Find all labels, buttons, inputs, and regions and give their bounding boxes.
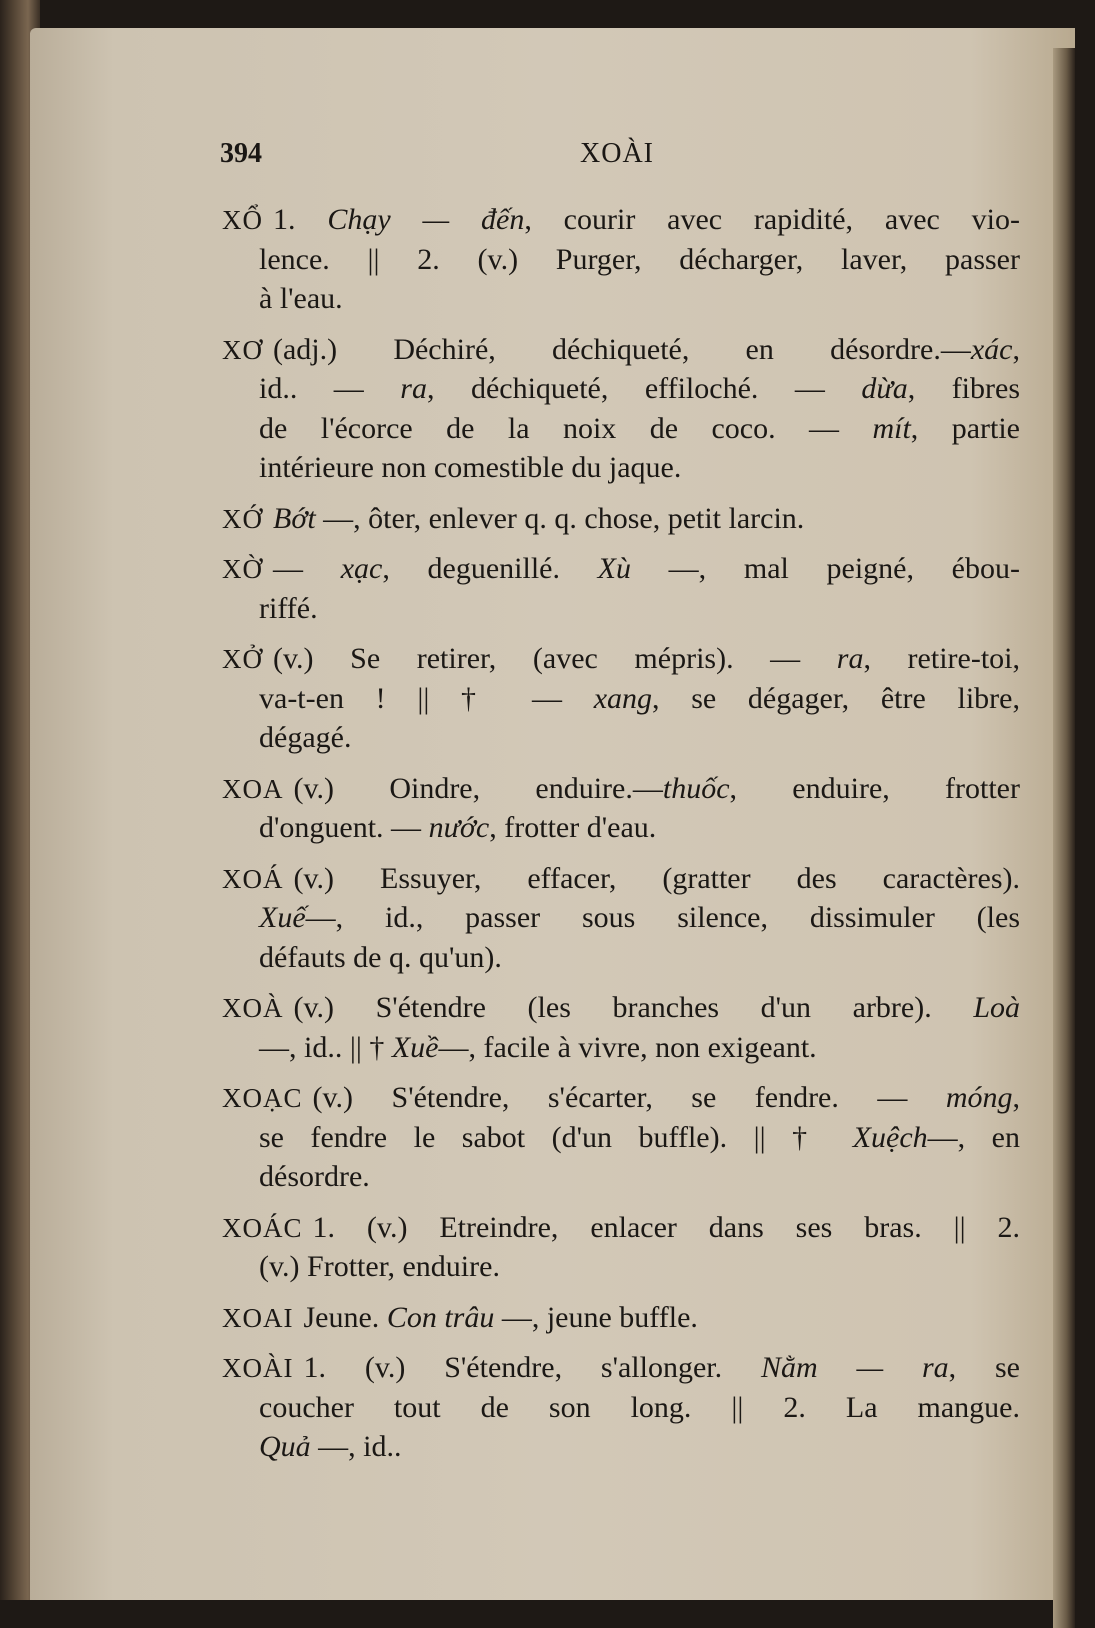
- entry-line: [222, 1247, 1020, 1287]
- definition-text: —: [273, 552, 341, 585]
- definition-text: —, id., passer sous silence, dissimuler (les: [305, 901, 1020, 934]
- definition-text: , déchiqueté, effiloché. —: [426, 372, 862, 405]
- definition-text: (v.) S'étendre (les branches d'un arbre).: [293, 991, 974, 1024]
- headword: XỚ: [222, 503, 263, 534]
- entry-line: [222, 1348, 1020, 1388]
- definition-text: 1. (v.) S'étendre, s'allonger.: [303, 1351, 761, 1384]
- definition-text: , se dégager, être libre,: [652, 681, 1020, 715]
- definition-text: défauts de q. qu'un).: [259, 940, 502, 974]
- page-right-edge: [1053, 48, 1075, 1628]
- headword: XOÀ: [222, 993, 284, 1023]
- definition-text: , se: [948, 1351, 1020, 1384]
- definition-text: —, facile à vivre, non exigeant.: [438, 1030, 817, 1064]
- headword: XƠ: [222, 334, 263, 365]
- entry-line: [222, 1298, 1020, 1338]
- definition-text: lence. || 2. (v.) Purger, décharger, laver, passer: [259, 242, 1020, 276]
- definition-text: intérieure non comestible du jaque.: [259, 451, 682, 484]
- definition-text: à l'eau.: [259, 282, 343, 315]
- entry-line: [222, 718, 1020, 758]
- headword: XOA: [222, 773, 284, 804]
- entry-line: [222, 200, 1020, 240]
- definition-text: 1. (v.) Etreindre, enlacer dans ses bras. || 2.: [312, 1210, 1020, 1244]
- vietnamese-phrase: Nằm — ra: [760, 1351, 949, 1384]
- definition-text: , retire-toi,: [863, 642, 1020, 675]
- dictionary-entry: [222, 988, 1020, 1067]
- entry-line: [222, 769, 1020, 809]
- definition-text: , deguenillé.: [382, 552, 598, 585]
- definition-text: id.. —: [259, 372, 401, 405]
- vietnamese-phrase: Xuế: [259, 901, 306, 934]
- definition-text: d'onguent. —: [259, 811, 429, 844]
- definition-text: ,: [1012, 1081, 1020, 1114]
- entry-line: [222, 589, 1020, 629]
- headword: XOAI: [222, 1302, 294, 1333]
- headword: XỜ: [222, 554, 263, 584]
- vietnamese-phrase: ra: [400, 372, 427, 405]
- page-number: 394: [220, 138, 262, 169]
- entry-line: [222, 859, 1020, 899]
- definition-text: se fendre le sabot (d'un buffle). || †: [259, 1120, 853, 1154]
- entry-line: [222, 1427, 1020, 1467]
- entry-line: [222, 1208, 1020, 1248]
- vietnamese-phrase: Xuề: [391, 1030, 439, 1064]
- entry-line: [222, 808, 1020, 848]
- entry-line: [222, 1388, 1020, 1428]
- definition-text: , partie: [910, 411, 1020, 445]
- definition-text: coucher tout de son long. || 2. La mangue.: [259, 1390, 1020, 1424]
- vietnamese-phrase: xác: [970, 332, 1013, 366]
- definition-text: —, en: [927, 1120, 1020, 1154]
- entry-line: [222, 988, 1020, 1028]
- headword: XOÀI: [222, 1353, 294, 1383]
- dictionary-entries: [222, 200, 1020, 1478]
- dictionary-entry: [222, 859, 1020, 978]
- definition-text: (v.) Essuyer, effacer, (gratter des caractères).: [293, 861, 1020, 895]
- definition-text: , courir avec rapidité, avec vio-: [524, 203, 1020, 236]
- entry-line: [222, 240, 1020, 280]
- vietnamese-phrase: nước: [428, 811, 490, 844]
- headword: XỞ: [222, 644, 263, 674]
- running-head: XOÀI: [580, 138, 654, 169]
- entry-line: [222, 1118, 1020, 1158]
- entry-line: [222, 549, 1020, 589]
- dictionary-entry: [222, 549, 1020, 628]
- entry-line: [222, 898, 1020, 938]
- entry-line: [222, 938, 1020, 978]
- dictionary-entry: [222, 1298, 1020, 1338]
- definition-text: de l'écorce de la noix de coco. —: [259, 411, 873, 445]
- vietnamese-phrase: dừa: [861, 372, 908, 405]
- vietnamese-phrase: Chạy — đến: [327, 203, 525, 236]
- definition-text: —, jeune buffle.: [494, 1300, 698, 1334]
- definition-text: (adj.) Déchiré, déchiqueté, en désordre.—: [273, 332, 971, 366]
- definition-text: —, ôter, enlever q. q. chose, petit larcin.: [315, 501, 805, 535]
- definition-text: (v.) Frotter, enduire.: [259, 1250, 500, 1283]
- definition-text: ,: [1012, 332, 1020, 366]
- definition-text: désordre.: [259, 1160, 370, 1193]
- definition-text: —, id..: [310, 1430, 402, 1463]
- vietnamese-phrase: thuốc: [662, 771, 730, 805]
- headword: XOÁC: [222, 1212, 303, 1243]
- vietnamese-phrase: Bớt: [273, 501, 316, 535]
- vietnamese-phrase: Con trâu: [386, 1300, 495, 1334]
- dictionary-entry: [222, 330, 1020, 488]
- headword: XOÁ: [222, 863, 284, 894]
- vietnamese-phrase: xạc: [340, 552, 383, 585]
- definition-text: (v.) S'étendre, s'écarter, se fendre. —: [312, 1081, 946, 1114]
- vietnamese-phrase: móng: [945, 1081, 1013, 1114]
- vietnamese-phrase: Loà: [973, 991, 1020, 1024]
- dictionary-entry: [222, 200, 1020, 319]
- headword: XỔ: [222, 205, 263, 235]
- vietnamese-phrase: Xuệch: [852, 1120, 928, 1154]
- entry-line: [222, 639, 1020, 679]
- definition-text: dégagé.: [259, 721, 352, 754]
- vietnamese-phrase: xang: [593, 681, 653, 715]
- definition-text: , enduire, frotter: [729, 771, 1020, 805]
- definition-text: —, mal peigné, ébou-: [630, 552, 1020, 585]
- vietnamese-phrase: ra: [836, 642, 864, 675]
- vietnamese-phrase: mít: [872, 411, 911, 445]
- entry-line: [222, 1157, 1020, 1197]
- dictionary-entry: [222, 1208, 1020, 1287]
- definition-text: —, id.. || †: [259, 1030, 392, 1064]
- dictionary-entry: [222, 769, 1020, 848]
- definition-text: , fibres: [907, 372, 1020, 405]
- definition-text: , frotter d'eau.: [489, 811, 657, 844]
- dictionary-entry: [222, 1348, 1020, 1467]
- definition-text: (v.) Oindre, enduire.—: [293, 771, 663, 805]
- vietnamese-phrase: Xù: [597, 552, 631, 585]
- headword: XOẠC: [222, 1083, 303, 1113]
- entry-line: [222, 448, 1020, 488]
- definition-text: 1.: [273, 203, 328, 236]
- definition-text: (v.) Se retirer, (avec mépris). —: [273, 642, 837, 675]
- definition-text: va-t-en ! || † —: [259, 681, 594, 715]
- entry-line: [222, 369, 1020, 409]
- dictionary-entry: [222, 499, 1020, 539]
- entry-line: [222, 1078, 1020, 1118]
- definition-text: Jeune.: [303, 1300, 387, 1334]
- vietnamese-phrase: Quả: [259, 1430, 311, 1463]
- entry-line: [222, 409, 1020, 449]
- entry-line: [222, 1028, 1020, 1068]
- entry-line: [222, 330, 1020, 370]
- dictionary-entry: [222, 1078, 1020, 1197]
- dictionary-entry: [222, 639, 1020, 758]
- page-header: [220, 138, 1020, 178]
- entry-line: [222, 279, 1020, 319]
- entry-line: [222, 499, 1020, 539]
- definition-text: riffé.: [259, 591, 318, 625]
- entry-line: [222, 679, 1020, 719]
